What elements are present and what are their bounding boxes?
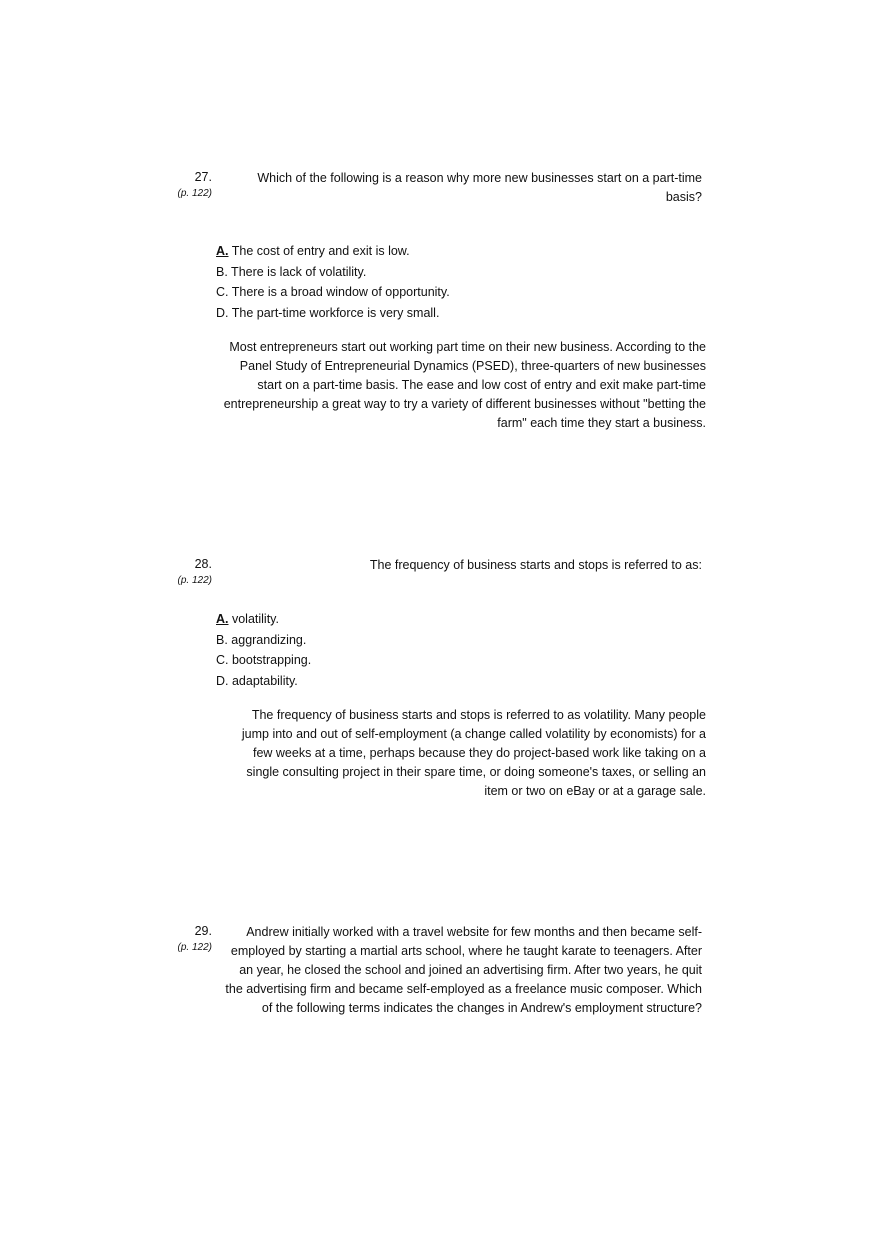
choice-text: There is a broad window of opportunity. <box>228 285 450 299</box>
explanation <box>205 706 706 801</box>
page-reference: (p. 122) <box>177 188 212 199</box>
choice-text: bootstrapping. <box>228 653 312 667</box>
choice-d[interactable] <box>216 671 696 692</box>
question-line: The frequency of business starts and stops is referred to as: <box>369 558 702 572</box>
question-number: 27. <box>194 170 212 184</box>
question-line: an year, he closed the school and joined an advertising firm. After two years, he quit <box>239 963 702 977</box>
choice-a[interactable] <box>216 241 696 262</box>
answer-choices <box>216 609 696 691</box>
explanation-line: Most entrepreneurs start out working part time on their new business. According to the <box>229 340 706 354</box>
choice-letter: B. <box>216 632 228 647</box>
page-reference: (p. 122) <box>177 575 212 586</box>
explanation-line: item or two on eBay or at a garage sale. <box>484 784 706 798</box>
explanation-line: start on a part-time basis. The ease and low cost of entry and exit make part-time <box>257 378 706 392</box>
choice-c[interactable] <box>216 650 696 671</box>
choice-b[interactable] <box>216 630 696 651</box>
explanation-line: few weeks at a time, perhaps because they do project-based work like taking on a <box>252 746 706 760</box>
page-reference: (p. 122) <box>177 942 212 953</box>
question-line: Andrew initially worked with a travel website for few months and then became self- <box>246 925 702 939</box>
question-line: employed by starting a martial arts school, where he taught karate to teenagers. After <box>230 944 702 958</box>
question-line: Which of the following is a reason why more new businesses start on a part-time <box>257 171 702 185</box>
choice-letter: D. <box>216 305 229 320</box>
choice-letter: C. <box>216 653 229 667</box>
question-line: the advertising firm and became self-employed as a freelance music composer. Which <box>225 982 702 996</box>
choice-text: The part-time workforce is very small. <box>228 305 440 320</box>
choice-b[interactable] <box>216 262 696 283</box>
question-number: 28. <box>194 557 212 571</box>
answer-choices <box>216 241 696 323</box>
choice-text: The cost of entry and exit is low. <box>228 244 410 258</box>
choice-c[interactable] <box>216 282 696 303</box>
question-line: of the following terms indicates the changes in Andrew's employment structure? <box>261 1001 702 1015</box>
choice-letter: C. <box>216 285 229 299</box>
explanation-line: The frequency of business starts and stops is referred to as volatility. Many people <box>251 708 706 722</box>
question-line: basis? <box>665 190 702 204</box>
choice-text: adaptability. <box>228 673 298 688</box>
explanation-line: single consulting project in their spare time, or doing someone's taxes, or selling an <box>246 765 706 779</box>
explanation-line: farm" each time they start a business. <box>497 416 706 430</box>
choice-a[interactable] <box>216 609 696 630</box>
correct-choice-letter: A. <box>216 244 229 258</box>
question-number: 29. <box>194 924 212 938</box>
choice-text: volatility. <box>228 612 279 626</box>
question-text <box>212 923 702 1018</box>
choice-letter: B. <box>216 264 228 279</box>
explanation <box>205 338 706 433</box>
explanation-line: Panel Study of Entrepreneurial Dynamics (PSED), three-quarters of new businesses <box>239 359 706 373</box>
explanation-line: entrepreneurship a great way to try a variety of different businesses without "betting the <box>223 397 706 411</box>
choice-d[interactable] <box>216 303 696 324</box>
correct-choice-letter: A. <box>216 612 229 626</box>
explanation-line: jump into and out of self-employment (a change called volatility by economists) for a <box>241 727 706 741</box>
choice-letter: D. <box>216 673 229 688</box>
question-text <box>212 169 702 207</box>
choice-text: aggrandizing. <box>227 632 307 647</box>
question-text <box>212 556 702 575</box>
choice-text: There is lack of volatility. <box>227 264 367 279</box>
